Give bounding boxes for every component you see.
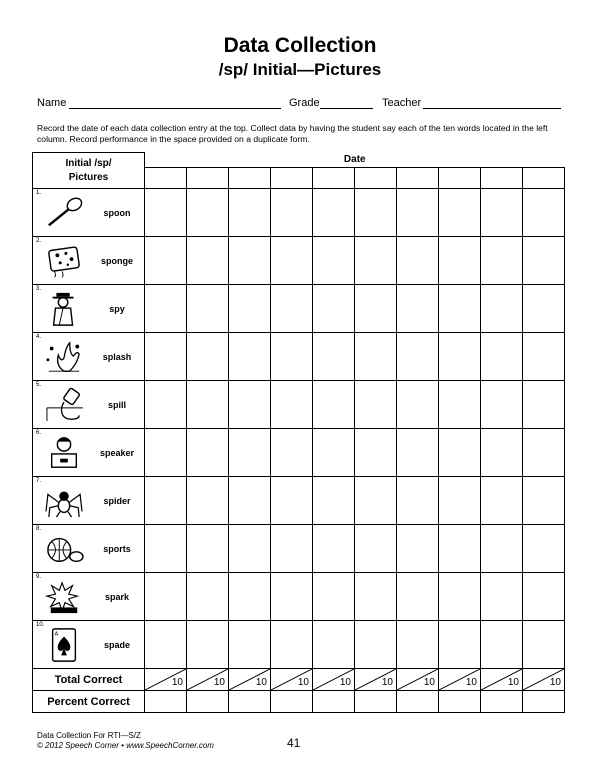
- response-cell[interactable]: [397, 237, 439, 285]
- response-cell[interactable]: [439, 429, 481, 477]
- response-cell[interactable]: [229, 285, 271, 333]
- total-correct-cell[interactable]: [439, 669, 481, 691]
- word-label: splash: [102, 351, 132, 362]
- total-correct-cell[interactable]: [229, 669, 271, 691]
- response-cell[interactable]: [145, 237, 187, 285]
- grade-label: Grade: [289, 97, 320, 109]
- picture-cell: [33, 573, 145, 621]
- page-title: Data Collection: [223, 34, 377, 57]
- word-label: spill: [107, 399, 126, 410]
- sponge-icon: [42, 243, 86, 279]
- response-cell[interactable]: [481, 525, 523, 573]
- response-cell[interactable]: [481, 621, 523, 669]
- response-cell[interactable]: [145, 285, 187, 333]
- header-line-1: Initial /sp/: [65, 157, 112, 169]
- response-cell[interactable]: [355, 189, 397, 237]
- footer-line-2: © 2012 Speech Corner • www.SpeechCorner.com: [37, 741, 214, 750]
- percent-correct-row: [33, 691, 565, 713]
- item-number: 5.: [36, 382, 42, 388]
- date-entry-cell[interactable]: [313, 168, 355, 189]
- response-cell[interactable]: [481, 237, 523, 285]
- picture-cell: [33, 333, 145, 381]
- response-cell[interactable]: [187, 333, 229, 381]
- response-cell[interactable]: [355, 285, 397, 333]
- response-cell[interactable]: [481, 477, 523, 525]
- response-cell[interactable]: [439, 621, 481, 669]
- item-number: 4.: [36, 334, 42, 340]
- total-correct-cell[interactable]: [271, 669, 313, 691]
- response-cell[interactable]: [481, 573, 523, 621]
- response-cell[interactable]: [145, 333, 187, 381]
- spill-icon: [42, 387, 86, 423]
- total-correct-cell[interactable]: [145, 669, 187, 691]
- response-cell[interactable]: [271, 237, 313, 285]
- picture-cell: [33, 621, 145, 669]
- response-cell[interactable]: [145, 573, 187, 621]
- percent-correct-cell[interactable]: [481, 691, 523, 713]
- response-cell[interactable]: [523, 189, 565, 237]
- word-row: [33, 189, 565, 237]
- response-cell[interactable]: [187, 573, 229, 621]
- date-entry-cell[interactable]: [187, 168, 229, 189]
- response-cell[interactable]: [481, 381, 523, 429]
- word-label: spy: [109, 303, 125, 314]
- response-cell[interactable]: [187, 189, 229, 237]
- spider-icon: [42, 483, 86, 519]
- word-row: [33, 573, 565, 621]
- total-denominator: 10: [423, 677, 435, 688]
- teacher-label: Teacher: [382, 97, 422, 109]
- total-denominator: 10: [297, 677, 309, 688]
- response-cell[interactable]: [313, 237, 355, 285]
- response-cell[interactable]: [481, 429, 523, 477]
- picture-cell: [33, 429, 145, 477]
- response-cell[interactable]: [523, 429, 565, 477]
- response-cell[interactable]: [229, 477, 271, 525]
- total-correct-cell[interactable]: [187, 669, 229, 691]
- date-entry-cell[interactable]: [439, 168, 481, 189]
- response-cell[interactable]: [313, 525, 355, 573]
- student-info-fields: [37, 97, 563, 111]
- response-cell[interactable]: [355, 333, 397, 381]
- page-number: 41: [287, 736, 301, 750]
- response-cell[interactable]: [397, 525, 439, 573]
- response-cell[interactable]: [271, 333, 313, 381]
- total-denominator: 10: [213, 677, 225, 688]
- word-row: [33, 477, 565, 525]
- percent-correct-cell[interactable]: [187, 691, 229, 713]
- response-cell[interactable]: [523, 573, 565, 621]
- word-row: [33, 237, 565, 285]
- speaker-icon: [42, 435, 86, 471]
- response-cell[interactable]: [271, 381, 313, 429]
- word-label: sports: [103, 543, 131, 554]
- response-cell[interactable]: [229, 333, 271, 381]
- total-correct-row: [33, 669, 565, 691]
- response-cell[interactable]: [439, 381, 481, 429]
- response-cell[interactable]: [439, 189, 481, 237]
- picture-cell: [33, 189, 145, 237]
- name-label: Name: [37, 97, 67, 109]
- response-cell[interactable]: [145, 429, 187, 477]
- response-cell[interactable]: [355, 477, 397, 525]
- total-correct-cell[interactable]: [397, 669, 439, 691]
- total-correct-cell[interactable]: [481, 669, 523, 691]
- response-cell[interactable]: [313, 381, 355, 429]
- pictures-column-header: [33, 153, 145, 189]
- response-cell[interactable]: [439, 573, 481, 621]
- picture-cell: [33, 285, 145, 333]
- response-cell[interactable]: [355, 237, 397, 285]
- data-collection-table: [32, 152, 565, 713]
- response-cell[interactable]: [397, 621, 439, 669]
- response-cell[interactable]: [187, 381, 229, 429]
- response-cell[interactable]: [187, 429, 229, 477]
- date-entry-cell[interactable]: [523, 168, 565, 189]
- word-label: sponge: [100, 255, 133, 266]
- response-cell[interactable]: [481, 333, 523, 381]
- response-cell[interactable]: [397, 477, 439, 525]
- response-cell[interactable]: [397, 285, 439, 333]
- response-cell[interactable]: [187, 621, 229, 669]
- spoon-icon: [42, 195, 86, 231]
- total-denominator: 10: [465, 677, 477, 688]
- percent-correct-cell[interactable]: [313, 691, 355, 713]
- response-cell[interactable]: [145, 525, 187, 573]
- item-number: 9.: [36, 574, 42, 580]
- response-cell[interactable]: [145, 189, 187, 237]
- spade-icon: [42, 627, 86, 663]
- svg-text:A: A: [54, 631, 59, 638]
- word-label: speaker: [99, 447, 135, 458]
- item-number: 2.: [36, 238, 42, 244]
- spy-icon: [42, 291, 86, 327]
- response-cell[interactable]: [523, 621, 565, 669]
- total-correct-cell[interactable]: [355, 669, 397, 691]
- word-row: [33, 621, 565, 669]
- percent-correct-cell[interactable]: [145, 691, 187, 713]
- date-entry-cell[interactable]: [271, 168, 313, 189]
- response-cell[interactable]: [313, 285, 355, 333]
- picture-cell: [33, 525, 145, 573]
- response-cell[interactable]: [229, 237, 271, 285]
- total-denominator: 10: [549, 677, 561, 688]
- word-label: spoon: [103, 207, 131, 218]
- response-cell[interactable]: [229, 189, 271, 237]
- response-cell[interactable]: [397, 381, 439, 429]
- word-row: [33, 525, 565, 573]
- percent-correct-cell[interactable]: [271, 691, 313, 713]
- date-entry-cell[interactable]: [481, 168, 523, 189]
- response-cell[interactable]: [271, 525, 313, 573]
- item-number: 3.: [36, 286, 42, 292]
- sports-icon: [42, 531, 86, 567]
- response-cell[interactable]: [355, 573, 397, 621]
- response-cell[interactable]: [229, 573, 271, 621]
- total-correct-label: Total Correct: [33, 669, 145, 691]
- spark-icon: [42, 579, 86, 615]
- total-denominator: 10: [339, 677, 351, 688]
- total-denominator: 10: [255, 677, 267, 688]
- total-denominator: 10: [171, 677, 183, 688]
- word-row: [33, 381, 565, 429]
- response-cell[interactable]: [313, 333, 355, 381]
- picture-cell: [33, 477, 145, 525]
- total-denominator: 10: [381, 677, 393, 688]
- response-cell[interactable]: [145, 621, 187, 669]
- word-row: [33, 333, 565, 381]
- percent-correct-cell[interactable]: [523, 691, 565, 713]
- date-entry-cell[interactable]: [229, 168, 271, 189]
- item-number: 10.: [36, 622, 45, 628]
- response-cell[interactable]: [145, 381, 187, 429]
- response-cell[interactable]: [313, 429, 355, 477]
- percent-correct-cell[interactable]: [397, 691, 439, 713]
- response-cell[interactable]: [187, 237, 229, 285]
- response-cell[interactable]: [271, 189, 313, 237]
- date-entry-cell[interactable]: [355, 168, 397, 189]
- name-field[interactable]: [69, 108, 281, 109]
- picture-cell: [33, 237, 145, 285]
- response-cell[interactable]: [229, 381, 271, 429]
- response-cell[interactable]: [313, 189, 355, 237]
- response-cell[interactable]: [355, 381, 397, 429]
- response-cell[interactable]: [187, 285, 229, 333]
- response-cell[interactable]: [229, 429, 271, 477]
- item-number: 1.: [36, 190, 42, 196]
- response-cell[interactable]: [355, 429, 397, 477]
- footer-line-1: Data Collection For RTI—S/Z: [37, 731, 141, 740]
- word-label: spider: [103, 495, 131, 506]
- word-row: [33, 285, 565, 333]
- response-cell[interactable]: [229, 621, 271, 669]
- response-cell[interactable]: [439, 285, 481, 333]
- response-cell[interactable]: [523, 285, 565, 333]
- response-cell[interactable]: [271, 621, 313, 669]
- total-correct-cell[interactable]: [523, 669, 565, 691]
- response-cell[interactable]: [313, 621, 355, 669]
- header-line-2: Pictures: [68, 171, 109, 183]
- response-cell[interactable]: [439, 237, 481, 285]
- response-cell[interactable]: [439, 525, 481, 573]
- word-label: spark: [104, 591, 130, 602]
- response-cell[interactable]: [313, 573, 355, 621]
- item-number: 7.: [36, 478, 42, 484]
- response-cell[interactable]: [481, 285, 523, 333]
- response-cell[interactable]: [439, 477, 481, 525]
- response-cell[interactable]: [271, 285, 313, 333]
- response-cell[interactable]: [355, 621, 397, 669]
- response-cell[interactable]: [523, 477, 565, 525]
- item-number: 8.: [36, 526, 42, 532]
- response-cell[interactable]: [187, 477, 229, 525]
- date-header: Date: [145, 153, 565, 168]
- response-cell[interactable]: [355, 525, 397, 573]
- response-cell[interactable]: [523, 381, 565, 429]
- splash-icon: [42, 339, 86, 375]
- response-cell[interactable]: [397, 333, 439, 381]
- response-cell[interactable]: [481, 189, 523, 237]
- word-label: spade: [103, 639, 130, 650]
- percent-correct-cell[interactable]: [439, 691, 481, 713]
- response-cell[interactable]: [523, 237, 565, 285]
- response-cell[interactable]: [439, 333, 481, 381]
- grade-field[interactable]: [320, 108, 373, 109]
- response-cell[interactable]: [271, 429, 313, 477]
- instructions: Record the date of each data collection entry at the top. Collect data by having the student say each of the ten words located in the left column. Record performance in the space provided on a duplicate form.: [37, 123, 548, 144]
- response-cell[interactable]: [229, 525, 271, 573]
- response-cell[interactable]: [523, 333, 565, 381]
- picture-cell: [33, 381, 145, 429]
- total-denominator: 10: [507, 677, 519, 688]
- word-row: [33, 429, 565, 477]
- date-entry-cell[interactable]: [397, 168, 439, 189]
- response-cell[interactable]: [523, 525, 565, 573]
- response-cell[interactable]: [397, 189, 439, 237]
- percent-correct-label: Percent Correct: [33, 691, 145, 713]
- response-cell[interactable]: [271, 477, 313, 525]
- teacher-field[interactable]: [423, 108, 561, 109]
- response-cell[interactable]: [271, 573, 313, 621]
- response-cell[interactable]: [145, 477, 187, 525]
- date-entry-cell[interactable]: [145, 168, 187, 189]
- response-cell[interactable]: [397, 573, 439, 621]
- response-cell[interactable]: [187, 525, 229, 573]
- response-cell[interactable]: [313, 477, 355, 525]
- percent-correct-cell[interactable]: [355, 691, 397, 713]
- total-correct-cell[interactable]: [313, 669, 355, 691]
- item-number: 6.: [36, 430, 42, 436]
- page-subtitle: /sp/ Initial—Pictures: [218, 60, 382, 79]
- footer: [37, 731, 214, 751]
- percent-correct-cell[interactable]: [229, 691, 271, 713]
- response-cell[interactable]: [397, 429, 439, 477]
